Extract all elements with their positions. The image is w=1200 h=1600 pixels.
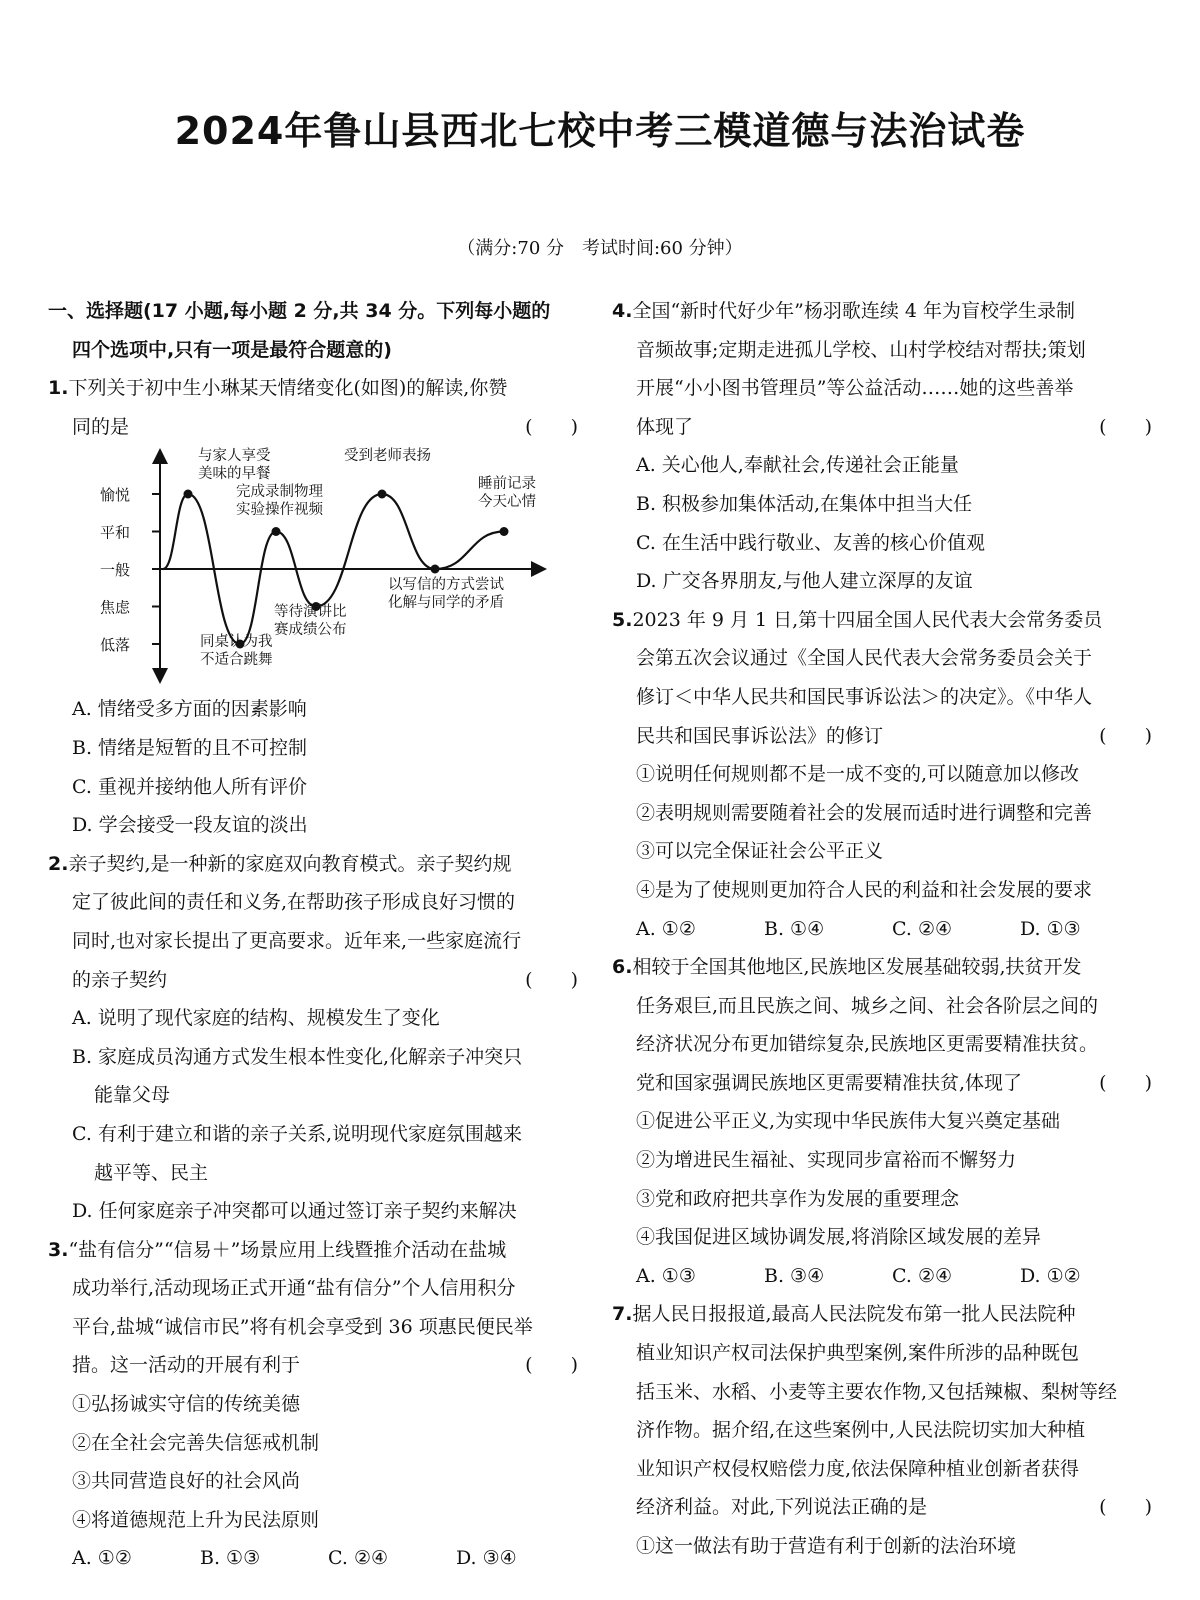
event-point	[272, 527, 281, 536]
option-d: D. 学会接受一段友谊的淡出	[72, 814, 308, 837]
option-b: B. ①③	[200, 1547, 261, 1570]
exam-title: 2024年鲁山县西北七校中考三模道德与法治试卷	[174, 109, 1026, 153]
y-level-label: 平和	[100, 523, 131, 542]
question-3	[48, 1231, 588, 1578]
question-text: 括玉米、水稻、小麦等主要农作物,又包括辣椒、梨树等经	[636, 1380, 1118, 1403]
section-heading-line2: 四个选项中,只有一项是最符合题意的)	[72, 338, 392, 361]
mood-chart	[48, 446, 588, 686]
options-row	[612, 910, 1162, 949]
statement-1: ①这一做法有助于营造有利于创新的法治环境	[636, 1535, 1017, 1557]
question-text: 修订＜中华人民共和国民事诉讼法＞的决定》。《中华人	[636, 685, 1093, 708]
event-label: 实验操作视频	[236, 502, 323, 519]
question-text: 相较于全国其他地区,民族地区发展基础较弱,扶贫开发	[632, 956, 1082, 979]
event-label: 赛成绩公布	[274, 622, 347, 639]
question-number: 1.	[48, 377, 69, 400]
question-text: 全国“新时代好少年”杨羽歌连续 4 年为盲校学生录制	[632, 300, 1076, 322]
option-b: B. ③④	[764, 1264, 825, 1287]
option-b: B. 积极参加集体活动,在集体中担当大任	[636, 492, 973, 515]
statement-3: ③可以完全保证社会公平正义	[636, 840, 884, 863]
question-text: 会第五次会议通过《全国人民代表大会常务委员会关于	[636, 647, 1093, 670]
option-d: D. ①②	[1020, 1264, 1081, 1287]
y-level-label: 一般	[100, 561, 131, 580]
question-text: 同的是	[72, 415, 130, 438]
options-row	[48, 1539, 588, 1578]
question-text: 经济状况分布更加错综复杂,民族地区更需要精准扶贫。	[636, 1033, 1099, 1056]
question-text: 亲子契约,是一种新的家庭双向教育模式。亲子契约规	[68, 852, 512, 875]
event-label: 与家人享受	[198, 448, 271, 465]
question-7	[612, 1295, 1162, 1565]
option-a: A. ①③	[636, 1264, 696, 1287]
option-c: C. 在生活中践行敬业、友善的核心价值观	[636, 531, 985, 554]
answer-bracket: ( )	[525, 1354, 578, 1377]
question-number: 5.	[612, 608, 633, 631]
event-label: 今天心情	[478, 494, 536, 511]
event-point	[378, 490, 387, 499]
statement-1: ①说明任何规则都不是一成不变的,可以随意加以修改	[636, 763, 1080, 786]
question-text: 党和国家强调民族地区更需要精准扶贫,体现了	[636, 1071, 1023, 1094]
answer-bracket: ( )	[525, 415, 578, 438]
event-label: 受到老师表扬	[344, 448, 431, 465]
option-c: C. 重视并接纳他人所有评价	[72, 775, 307, 798]
question-text: 民共和国民事诉讼法》的修订	[636, 724, 884, 747]
question-text: 音频故事;定期走进孤儿学校、山村学校结对帮扶;策划	[636, 338, 1086, 361]
question-text: 经济利益。对此,下列说法正确的是	[636, 1496, 928, 1519]
statement-4: ④我国促进区域协调发展,将消除区域发展的差异	[636, 1226, 1042, 1249]
statement-1: ①促进公平正义,为实现中华民族伟大复兴奠定基础	[636, 1110, 1061, 1133]
question-text: 植业知识产权司法保护典型案例,案件所涉的品种既包	[636, 1342, 1080, 1365]
option-c: C. ②④	[892, 917, 953, 940]
event-label: 等待演讲比	[274, 604, 347, 621]
question-text: 同时,也对家长提出了更高要求。近年来,一些家庭流行	[72, 929, 522, 952]
option-c: C. ②④	[892, 1264, 953, 1287]
option-c: C. ②④	[328, 1547, 389, 1570]
statement-4: ④将道德规范上升为民法原则	[72, 1508, 320, 1531]
event-label: 完成录制物理	[236, 484, 323, 501]
exam-meta: （满分:70 分 考试时间:60 分钟）	[457, 238, 743, 259]
option-a: A. ①②	[636, 917, 696, 940]
question-text: 下列关于初中生小琳某天情绪变化(如图)的解读,你赞	[68, 377, 508, 400]
event-label: 美味的早餐	[198, 466, 271, 483]
question-text: 措。这一活动的开展有利于	[72, 1354, 301, 1377]
event-label: 以写信的方式尝试	[388, 577, 504, 594]
question-number: 3.	[48, 1238, 69, 1261]
question-text: 体现了	[636, 415, 694, 438]
option-b-cont: 能靠父母	[94, 1084, 171, 1107]
question-text: 开展“小小图书管理员”等公益活动……她的这些善举	[636, 377, 1074, 400]
section-heading-line1: 一、选择题(17 小题,每小题 2 分,共 34 分。下列每小题的	[48, 300, 551, 322]
option-d: D. 任何家庭亲子冲突都可以通过签订亲子契约来解决	[72, 1200, 517, 1223]
answer-bracket: ( )	[1099, 1071, 1152, 1094]
answer-bracket: ( )	[525, 968, 578, 991]
option-c: C. 有利于建立和谐的亲子关系,说明现代家庭氛围越来	[72, 1122, 522, 1145]
question-text: 据人民日报报道,最高人民法院发布第一批人民法院种	[632, 1303, 1076, 1326]
options-row	[612, 1257, 1162, 1296]
question-4	[612, 292, 1162, 601]
question-number: 4.	[612, 300, 633, 322]
question-text: “盐有信分”“信易＋”场景应用上线暨推介活动在盐城	[68, 1238, 507, 1261]
option-b: B. 家庭成员沟通方式发生根本性变化,化解亲子冲突只	[72, 1045, 523, 1068]
option-a: A. ①②	[72, 1547, 132, 1570]
question-text: 任务艰巨,而且民族之间、城乡之间、社会各阶层之间的	[636, 994, 1099, 1017]
event-label: 化解与同学的矛盾	[388, 595, 504, 612]
option-d: D. ①③	[1020, 917, 1081, 940]
option-c-cont: 越平等、民主	[94, 1161, 209, 1184]
option-b: B. 情绪是短暂的且不可控制	[72, 736, 308, 759]
event-label: 不适合跳舞	[200, 652, 273, 669]
event-label: 同桌认为我	[200, 634, 273, 651]
statement-3: ③共同营造良好的社会风尚	[72, 1470, 301, 1493]
option-b: B. ①④	[764, 917, 825, 940]
question-text: 业知识产权侵权赔偿力度,依法保障种植业创新者获得	[636, 1457, 1080, 1480]
event-point	[500, 527, 509, 536]
option-a: A. 情绪受多方面的因素影响	[72, 698, 307, 721]
answer-bracket: ( )	[1099, 1496, 1152, 1519]
answer-bracket: ( )	[1099, 415, 1152, 438]
question-6	[612, 948, 1162, 1295]
question-2	[48, 845, 588, 1231]
question-number: 6.	[612, 956, 633, 979]
event-point	[431, 565, 440, 574]
question-number: 2.	[48, 852, 69, 875]
y-level-label: 低落	[100, 636, 131, 655]
question-text: 定了彼此间的责任和义务,在帮助孩子形成良好习惯的	[72, 891, 516, 914]
option-a: A. 关心他人,奉献社会,传递社会正能量	[636, 454, 959, 477]
question-text: 2023 年 9 月 1 日,第十四届全国人民代表大会常务委员	[632, 608, 1103, 631]
statement-4: ④是为了使规则更加符合人民的利益和社会发展的要求	[636, 878, 1093, 901]
statement-2: ②为增进民生福祉、实现同步富裕而不懈努力	[636, 1149, 1017, 1172]
event-point	[184, 490, 193, 499]
statement-2: ②在全社会完善失信惩戒机制	[72, 1431, 320, 1454]
statement-3: ③党和政府把共享作为发展的重要理念	[636, 1187, 960, 1210]
question-text: 济作物。据介绍,在这些案例中,人民法院切实加大种植	[636, 1419, 1086, 1442]
y-level-label: 焦虑	[100, 598, 131, 617]
statement-1: ①弘扬诚实守信的传统美德	[72, 1393, 301, 1416]
question-number: 7.	[612, 1303, 633, 1326]
left-column	[48, 292, 588, 1578]
question-1	[48, 369, 588, 845]
option-d: D. ③④	[456, 1547, 517, 1570]
event-label: 睡前记录	[478, 476, 536, 493]
question-text: 成功举行,活动现场正式开通“盐有信分”个人信用积分	[72, 1277, 516, 1300]
option-a: A. 说明了现代家庭的结构、规模发生了变化	[72, 1007, 440, 1030]
statement-2: ②表明规则需要随着社会的发展而适时进行调整和完善	[636, 801, 1093, 824]
question-5	[612, 601, 1162, 948]
right-column	[612, 292, 1162, 1566]
option-d: D. 广交各界朋友,与他人建立深厚的友谊	[636, 570, 973, 593]
question-text: 的亲子契约	[72, 968, 168, 991]
question-text: 平台,盐城“诚信市民”将有机会享受到 36 项惠民便民举	[72, 1315, 533, 1338]
answer-bracket: ( )	[1099, 724, 1152, 747]
y-level-label: 愉悦	[100, 486, 131, 505]
